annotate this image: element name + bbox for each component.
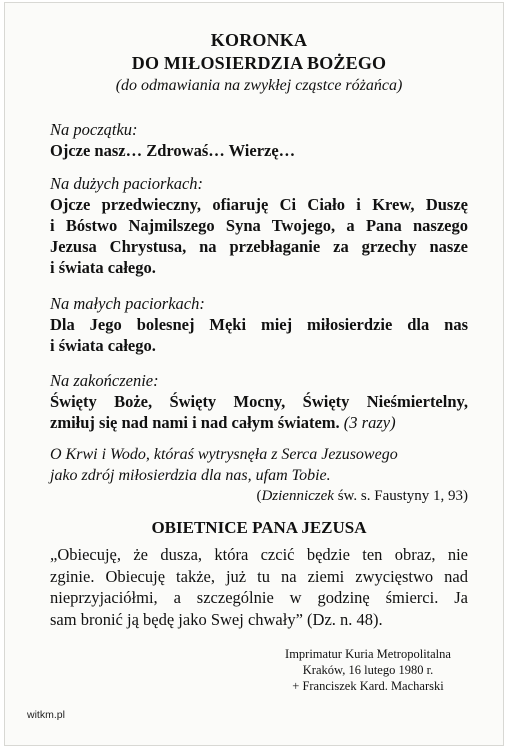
imprimatur-line: Kraków, 16 lutego 1980 r.: [302, 663, 434, 677]
section-label: Na zakończenie:: [50, 371, 159, 390]
imprimatur: [268, 646, 468, 694]
text-line: i świata całego.: [50, 336, 156, 355]
section-large-beads: [50, 173, 468, 278]
quote-line: sam bronić ją będę jako Swej chwały” (Dz. n. 48).: [50, 609, 383, 629]
text-line: Dla Jego bolesnej Męki miej miłosierdzie dla nas: [50, 315, 468, 334]
prayer-invocation: [50, 444, 468, 486]
section-ending: [50, 370, 468, 433]
text-line: i świata całego.: [50, 258, 156, 277]
section-text: [50, 391, 468, 433]
text-line: [50, 412, 468, 433]
section-label: Na dużych paciorkach:: [50, 174, 204, 193]
prayer-citation: [256, 488, 468, 505]
quote-line: zginie. Obiecuję także, już tu na ziemi zwycięstwo nad: [50, 566, 468, 586]
title-line-1: KORONKA: [210, 30, 308, 50]
section-text: [50, 314, 468, 356]
imprimatur-line: + Franciszek Kard. Macharski: [292, 679, 444, 693]
text-line: Jezusa Chrystusa, na przebłaganie za grzechy nasze: [50, 237, 468, 256]
text-line: Święty Boże, Święty Mocny, Święty Nieśmiertelny,: [50, 392, 468, 411]
section-label: Na początku:: [50, 120, 138, 139]
text-line: i Bóstwo Najmilszego Syna Twojego, a Pana naszego: [50, 216, 468, 235]
section-text: [50, 194, 468, 278]
promises-heading: OBIETNICE PANA JEZUSA: [151, 518, 367, 537]
citation-rest: św. s. Faustyny 1, 93): [333, 488, 468, 504]
text-line-content: zmiłuj się nad nami i nad całym światem.: [50, 413, 340, 432]
subtitle: (do odmawiania na zwykłej cząstce różańca): [115, 77, 403, 94]
prayer-card: [4, 2, 504, 746]
section-text: [50, 140, 468, 161]
repeat-note: (3 razy): [343, 413, 396, 432]
citation-source: Dzienniczek: [261, 488, 334, 504]
text-line: Ojcze przedwieczny, ofiaruję Ci Ciało i Krew, Duszę: [50, 195, 468, 214]
section-small-beads: [50, 293, 468, 356]
promises-quote: [50, 544, 468, 630]
prayer-line: jako zdrój miłosierdzia dla nas, ufam Tobie.: [50, 467, 331, 484]
citation-open: (: [256, 488, 262, 504]
publisher-footer: witkm.pl: [27, 709, 65, 721]
section-label: Na małych paciorkach:: [50, 294, 205, 313]
section-beginning: [50, 119, 468, 161]
text-line: Ojcze nasz… Zdrowaś… Wierzę…: [50, 141, 296, 160]
quote-line: „Obiecuję, że dusza, która czcić będzie ten obraz, nie: [50, 545, 468, 564]
title-line-2: DO MIŁOSIERDZIA BOŻEGO: [131, 53, 387, 73]
imprimatur-line: Imprimatur Kuria Metropolitalna: [285, 647, 451, 661]
quote-line: nieprzyjaciółmi, a szczególnie w godzinę śmierci. Ja: [50, 588, 468, 607]
prayer-line: O Krwi i Wodo, któraś wytrysnęła z Serca Jezusowego: [50, 446, 398, 463]
